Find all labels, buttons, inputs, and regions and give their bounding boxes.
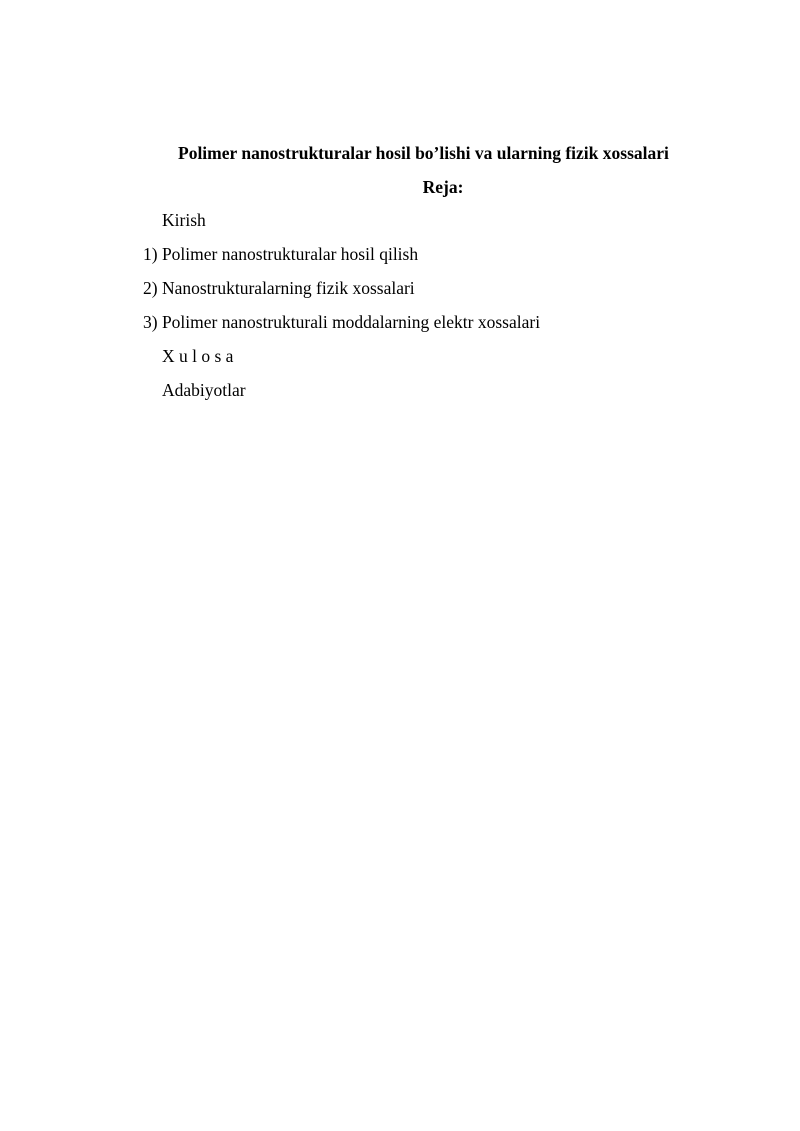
plan-item-references: Adabiyotlar: [162, 380, 246, 400]
plan-item-2: 2) Nanostrukturalarning fizik xossalari: [143, 278, 415, 298]
plan-item-3: 3) Polimer nanostrukturali moddalarning elektr xossalari: [143, 312, 541, 332]
plan-heading: Reja:: [422, 177, 464, 197]
plan-item-conclusion: X u l o s a: [162, 346, 234, 366]
plan-item-introduction: Kirish: [162, 210, 206, 230]
plan-item-1: 1) Polimer nanostrukturalar hosil qilish: [143, 244, 419, 264]
document-title: Polimer nanostrukturalar hosil bo’lishi va ularning fizik xossalari: [178, 143, 669, 163]
